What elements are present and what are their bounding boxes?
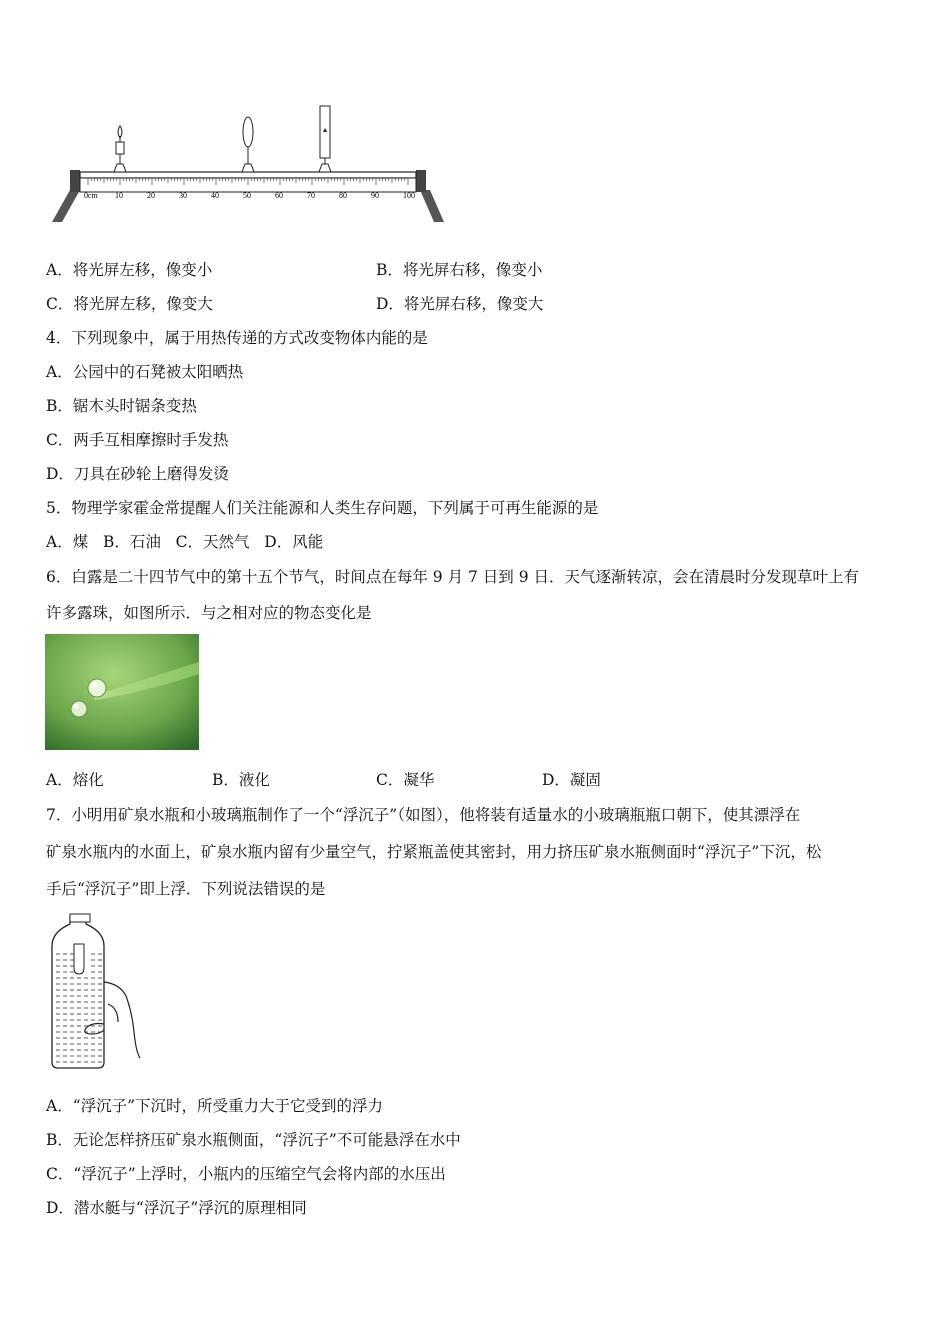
bench-scale-label: 100 <box>403 191 415 200</box>
light-screen <box>319 106 331 172</box>
q4-option-a: A．公园中的石凳被太阳晒热 <box>46 363 244 381</box>
q7-stem-line3: 手后“浮沉子”即上浮．下列说法错误的是 <box>46 880 326 898</box>
bench-rail <box>80 172 416 178</box>
q7-stem-line2: 矿泉水瓶内的水面上，矿泉水瓶内留有少量空气，拧紧瓶盖使其密封，用力挤压矿泉水瓶侧面时“浮沉子”下沉，松 <box>46 843 822 861</box>
bench-scale-label: 50 <box>243 191 251 200</box>
bench-scale-label: 20 <box>147 191 155 200</box>
bench-scale-label: 40 <box>211 191 219 200</box>
q7-option-b: B．无论怎样挤压矿泉水瓶侧面，“浮沉子”不可能悬浮在水中 <box>46 1131 461 1149</box>
bench-scale-label: 80 <box>339 191 347 200</box>
q6-option-a: A．熔化 <box>46 771 104 789</box>
q5-stem: 5．物理学家霍金常提醒人们关注能源和人类生存问题，下列属于可再生能源的是 <box>46 499 599 517</box>
dew-on-grass-photo <box>45 634 199 750</box>
q4-option-c: C．两手互相摩擦时手发热 <box>46 431 229 449</box>
bench-scale-label: 60 <box>275 191 283 200</box>
q4-option-d: D．刀具在砂轮上磨得发烫 <box>46 465 229 483</box>
bench-scale-label: 90 <box>371 191 379 200</box>
q6-stem-line2: 许多露珠，如图所示．与之相对应的物态变化是 <box>46 604 372 622</box>
q6-stem-line1: 6．白露是二十四节气中的第十五个节气，时间点在每年 9 月 7 日到 9 日．天气逐渐转凉，会在清晨时分发现草叶上有 <box>46 568 860 586</box>
q3-option-b: B．将光屏右移，像变小 <box>376 261 543 279</box>
q7-option-a: A．“浮沉子”下沉时，所受重力大于它受到的浮力 <box>46 1097 384 1115</box>
bench-scale-label: 30 <box>179 191 187 200</box>
bench-right-cap <box>416 170 426 192</box>
q6-option-c: C．凝华 <box>376 771 435 789</box>
candle <box>114 126 126 172</box>
cartesian-diver-bottle-figure <box>48 912 148 1072</box>
q5-options: A．煤 B．石油 C．天然气 D．风能 <box>46 533 324 551</box>
q6-option-d: D．凝固 <box>542 771 601 789</box>
q7-option-d: D．潜水艇与“浮沉子”浮沉的原理相同 <box>46 1199 307 1217</box>
q3-option-a: A．将光屏左移，像变小 <box>46 261 213 279</box>
bench-scale-label: 70 <box>307 191 315 200</box>
bench-right-leg <box>420 190 444 222</box>
q7-stem-line1: 7．小明用矿泉水瓶和小玻璃瓶制作了一个“浮沉子”（如图），他将装有适量水的小玻璃瓶瓶口朝下，使其漂浮在 <box>46 806 801 824</box>
bench-scale-unit: 0cm <box>84 191 98 200</box>
q6-option-b: B．液化 <box>212 771 270 789</box>
q4-option-b: B．锯木头时锯条变热 <box>46 397 197 415</box>
convex-lens <box>242 117 254 172</box>
bench-scale-label: 10 <box>115 191 123 200</box>
q3-option-d: D．将光屏右移，像变大 <box>376 295 544 313</box>
q4-stem: 4．下列现象中，属于用热传递的方式改变物体内能的是 <box>46 329 428 347</box>
bench-left-cap <box>70 170 80 192</box>
q3-option-c: C．将光屏左移，像变大 <box>46 295 213 313</box>
q7-option-c: C．“浮沉子”上浮时，小瓶内的压缩空气会将内部的水压出 <box>46 1165 446 1183</box>
bench-left-leg <box>52 190 80 222</box>
optical-bench-figure <box>50 100 450 230</box>
